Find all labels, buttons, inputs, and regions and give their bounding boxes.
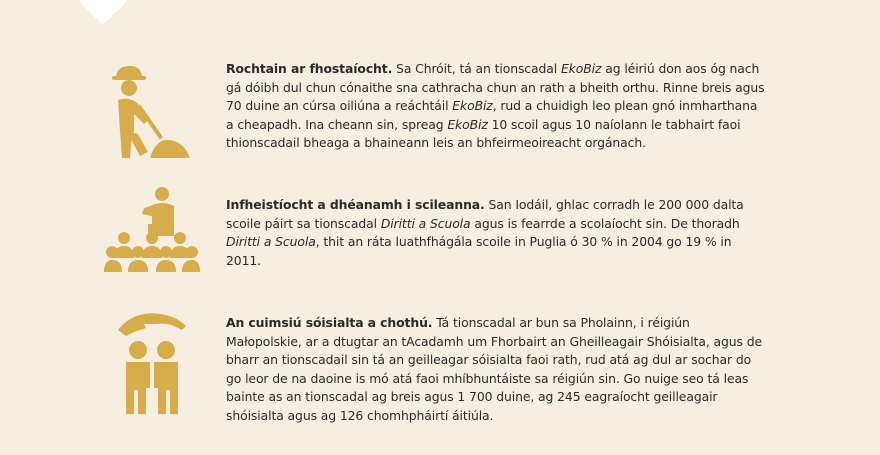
body-text: 10 scoil agus 10 naíolann le tabhairt faoi thionscadail bheaga a bhaineann leis an bhfeirmeoireacht orgánach. — [226, 116, 741, 151]
body-text: agus is fearrde a scolaíocht sin. De thoradh — [470, 215, 740, 231]
project-name: EkoBiz — [447, 116, 488, 132]
body-text: ag léiriú don aos óg nach gá dóibh dul chun cónaithe sna cathracha chun an rath a bheith orthu. Rinne breis agus 70 duine an cúrsa oiliúna a reáchtáil — [226, 61, 765, 114]
body-text: Tá tionscadal ar bun sa Pholainn, i réigiún Małopolskie, ar a dtugtar an tAcadamh um Fhorbairt an Gheilleagair Shóisialta, agus de bharr an tionscadail sin tá an geilleagar sóisialta faoi rath, rud atá ag dul ar sochar do go leor de na daoine is mó atá faoi mhíbhuntáiste sa réigiún sin. Go nuige seo tá leas bainte as an tionscadal ag breis agus 1 700 duine, ag 245 eagraíocht geilleagair shóisialta agus ag 126 chomhpháirtí áitiúla. — [226, 315, 763, 423]
worker-shovel-icon — [104, 62, 200, 162]
page-corner-notch — [79, 0, 127, 25]
section-employment-text — [226, 60, 766, 153]
body-text: San Iodáil, ghlac corradh le 200 000 dalta scoile páirt sa tionscadal — [226, 197, 744, 231]
body-text: , thit an ráta luathfhágála scoile in Puglia ó 30 % in 2004 go 19 % in 2011. — [226, 234, 732, 268]
teacher-classroom-icon — [104, 186, 200, 286]
project-name: EkoBiz — [452, 98, 493, 114]
project-name: Diritti a Scuola — [380, 215, 471, 231]
section-inclusion-text — [226, 314, 766, 426]
project-name: EkoBiz — [560, 61, 602, 76]
section-skills-text — [226, 196, 766, 270]
section-heading: Rochtain ar fhostaíocht. — [226, 61, 393, 76]
section-heading: Infheistíocht a dhéanamh i scileanna. — [226, 197, 485, 212]
body-text: Sa Chróit, tá an tionscadal — [392, 61, 561, 76]
body-text: , rud a chuidigh leo plean gnó inmharthana a cheapadh. Ina cheann sin, spreag — [226, 98, 758, 132]
people-hand-icon — [104, 310, 200, 410]
project-name: Diritti a Scuola — [226, 234, 316, 250]
section-heading: An cuimsiú sóisialta a chothú. — [226, 315, 433, 330]
